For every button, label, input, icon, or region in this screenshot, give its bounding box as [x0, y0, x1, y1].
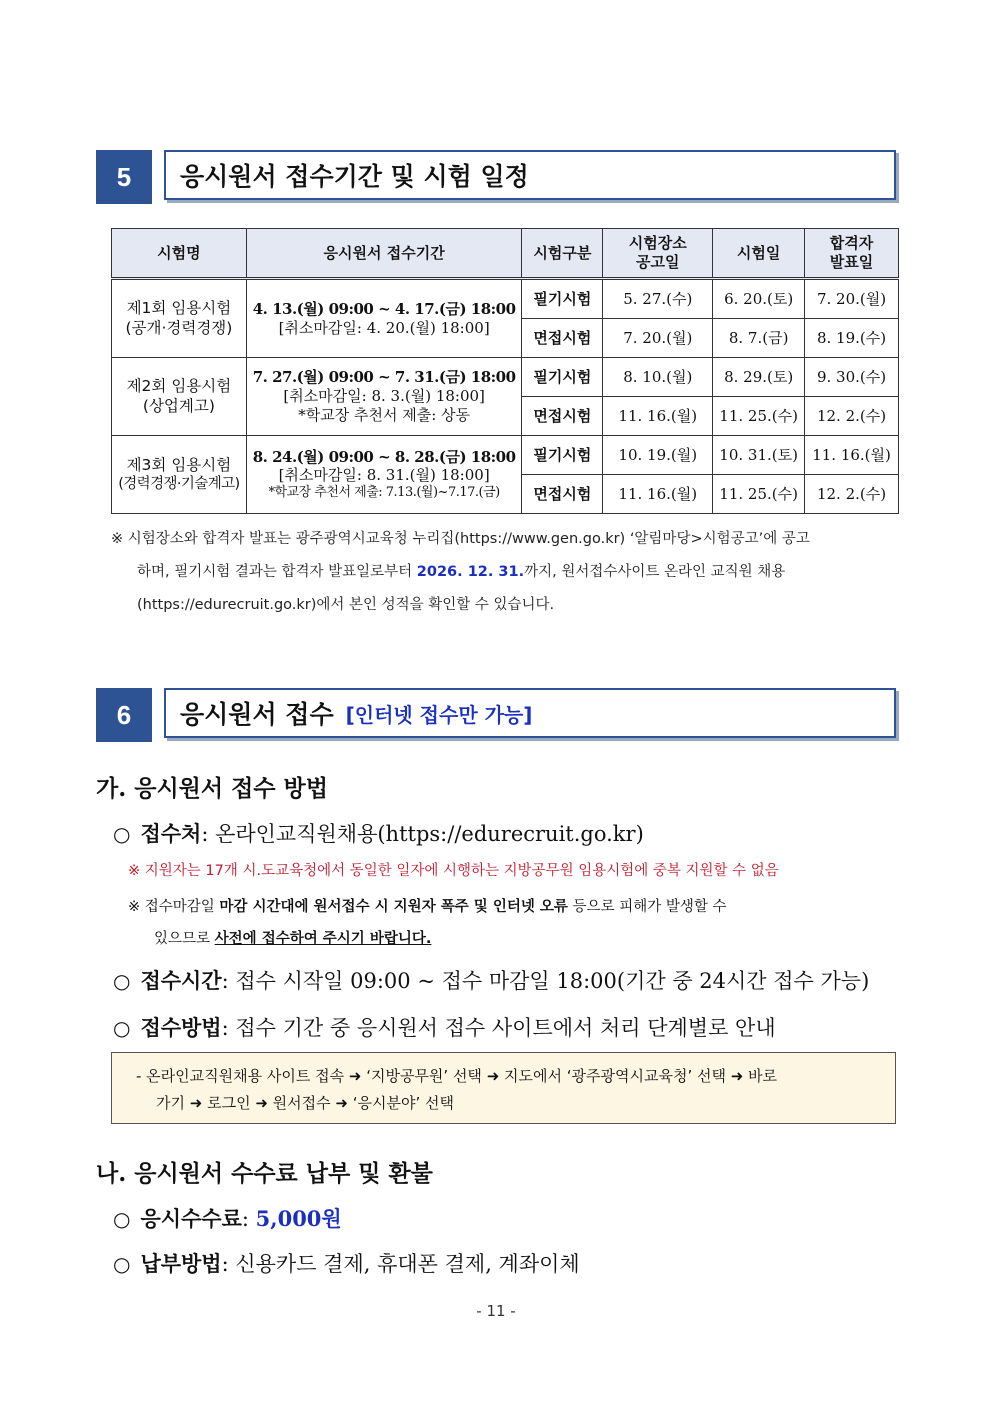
exam-date: 8. 7.(금): [713, 319, 805, 358]
duplicate-warning: ※ 지원자는 17개 시.도교육청에서 동일한 일자에 시행하는 지방공무원 임용시험에 중복 지원할 수 없음: [128, 863, 779, 879]
label: 접수방법: [140, 1015, 222, 1040]
steps-line-1: - 온라인교직원채용 사이트 접속 ➜ ‘지방공무원’ 선택 ➜ 지도에서 ‘광주광역시교육청’ 선택 ➜ 바로: [136, 1067, 778, 1085]
notice-date: 8. 10.(월): [603, 358, 713, 397]
result-date: 8. 19.(수): [805, 319, 899, 358]
heading-application-method: 가. 응시원서 접수 방법: [96, 775, 328, 802]
exam-date: 8. 29.(토): [713, 358, 805, 397]
header-exam-date: 시험일: [713, 229, 805, 279]
section-title: 응시원서 접수: [180, 700, 334, 729]
exam-name: 제3회 임용시험: [126, 455, 232, 474]
exam-date: 11. 25.(수): [713, 397, 805, 436]
note-line-2: [111, 556, 901, 589]
result-date: 9. 30.(수): [805, 358, 899, 397]
period-main: 8. 24.(월) 09:00 ~ 8. 28.(금) 18:00: [252, 447, 516, 466]
warn-text: 있으므로: [154, 931, 215, 947]
notice-date: 5. 27.(수): [603, 279, 713, 319]
separator: :: [241, 1207, 256, 1231]
notice-date: 11. 16.(월): [603, 475, 713, 514]
exam-type: (공개·경력경쟁): [125, 318, 233, 337]
kind-written: 필기시험: [522, 436, 603, 475]
recommendation-note: *학교장 추천서 제출: 상동: [298, 405, 471, 424]
exam-name-cell: [112, 436, 247, 514]
period-cell: [246, 436, 522, 514]
label: 접수처: [140, 821, 202, 846]
steps-line-2: 가기 ➜ 로그인 ➜ 원서접수 ➜ ‘응시분야’ 선택: [156, 1094, 454, 1112]
score-deadline: 2026. 12. 31.: [416, 564, 525, 580]
warn-text: ※ 접수마감일: [128, 899, 220, 915]
bullet-circle-icon: ○: [113, 969, 131, 993]
label: 응시수수료: [140, 1206, 242, 1231]
period-main: 4. 13.(월) 09:00 ~ 4. 17.(금) 18:00: [252, 299, 516, 318]
cancel-deadline: [취소마감일: 4. 20.(월) 18:00]: [278, 318, 490, 337]
heading-fee: 나. 응시원서 수수료 납부 및 환불: [96, 1160, 433, 1187]
bullet-place: [113, 818, 644, 848]
period-main: 7. 27.(월) 09:00 ~ 7. 31.(금) 18:00: [252, 368, 516, 387]
section-title-box: [164, 688, 896, 738]
value: : 접수 기간 중 응시원서 접수 사이트에서 처리 단계별로 안내: [221, 1016, 776, 1040]
exam-type: (상업계고): [142, 396, 215, 415]
result-date: 12. 2.(수): [805, 397, 899, 436]
value: : 신용카드 결제, 휴대폰 결제, 계좌이체: [221, 1252, 580, 1276]
exam-name-cell: [112, 279, 247, 358]
label: 납부방법: [140, 1251, 222, 1276]
note-text: 까지, 원서접수사이트 온라인 교직원 채용: [524, 564, 786, 580]
exam-date: 6. 20.(토): [713, 279, 805, 319]
section-5-header: [96, 150, 896, 204]
section-title: 응시원서 접수기간 및 시험 일정: [180, 162, 529, 191]
exam-date: 11. 25.(수): [713, 475, 805, 514]
warn-bold: 마감 시간대에 원서접수 시 지원자 폭주 및 인터넷 오류: [219, 899, 568, 915]
header-result: 합격자 발표일: [805, 229, 899, 279]
note-line-3: (https://edurecruit.go.kr)에서 본인 성적을 확인할 수 있습니다.: [137, 597, 555, 613]
warn-text: 등으로 피해가 발생할 수: [567, 899, 727, 915]
exam-type: (경력경쟁·기술계고): [118, 476, 240, 493]
value: : 온라인교직원채용(https://edurecruit.go.kr): [201, 822, 644, 846]
bullet-fee: [113, 1203, 342, 1233]
kind-interview: 면접시험: [522, 475, 603, 514]
period-cell: [246, 279, 522, 358]
section-subtitle: [인터넷 접수만 가능]: [345, 702, 533, 727]
warn-underline: 사전에 접수하여 주시기 바랍니다.: [214, 931, 432, 947]
section-title-box: [164, 150, 896, 200]
exam-schedule-table: [111, 228, 899, 514]
table-row: [112, 358, 899, 397]
section-number: 5: [96, 150, 152, 204]
bullet-method: [113, 1012, 776, 1042]
kind-written: 필기시험: [522, 358, 603, 397]
header-period: 응시원서 접수기간: [246, 229, 522, 279]
exam-date: 10. 31.(토): [713, 436, 805, 475]
bullet-payment: [113, 1248, 580, 1278]
application-steps-box: [111, 1052, 896, 1124]
cancel-deadline: [취소마감일: 8. 3.(월) 18:00]: [283, 387, 485, 406]
exam-name-cell: [112, 358, 247, 436]
header-notice: 시험장소 공고일: [603, 229, 713, 279]
section-6-header: [96, 688, 896, 742]
kind-interview: 면접시험: [522, 319, 603, 358]
exam-name: 제1회 임용시험: [126, 299, 232, 318]
note-line-1: ※ 시험장소와 합격자 발표는 광주광역시교육청 누리집(https://www.gen.go.kr) ‘알림마당>시험공고’에 공고: [111, 531, 810, 547]
bullet-circle-icon: ○: [113, 1207, 131, 1231]
bullet-circle-icon: ○: [113, 822, 131, 846]
value: : 접수 시작일 09:00 ~ 접수 마감일 18:00(기간 중 24시간 접수 가능): [221, 969, 870, 993]
table-header-row: [112, 229, 899, 279]
bullet-circle-icon: ○: [113, 1252, 131, 1276]
section-number: 6: [96, 688, 152, 742]
bullet-time: [113, 965, 869, 995]
table-row: [112, 279, 899, 319]
kind-written: 필기시험: [522, 279, 603, 319]
table-row: [112, 436, 899, 475]
deadline-warning: [128, 891, 898, 955]
kind-interview: 면접시험: [522, 397, 603, 436]
cancel-deadline: [취소마감일: 8. 31.(월) 18:00]: [278, 466, 490, 485]
notice-date: 10. 19.(월): [603, 436, 713, 475]
result-date: 7. 20.(월): [805, 279, 899, 319]
exam-name: 제2회 임용시험: [126, 377, 232, 396]
result-date: 12. 2.(수): [805, 475, 899, 514]
header-kind: 시험구분: [522, 229, 603, 279]
page-number: - 11 -: [476, 1302, 516, 1320]
label: 접수시간: [140, 968, 222, 993]
period-cell: [246, 358, 522, 436]
notice-date: 7. 20.(월): [603, 319, 713, 358]
notice-date: 11. 16.(월): [603, 397, 713, 436]
header-exam-name: 시험명: [112, 229, 247, 279]
note-text: 하며, 필기시험 결과는 합격자 발표일로부터: [137, 564, 417, 580]
bullet-circle-icon: ○: [113, 1016, 131, 1040]
schedule-note: [111, 523, 901, 622]
recommendation-note: *학교장 추천서 제출: 7.13.(월)~7.17.(금): [268, 485, 500, 501]
result-date: 11. 16.(월): [805, 436, 899, 475]
fee-amount: 5,000원: [255, 1206, 342, 1231]
